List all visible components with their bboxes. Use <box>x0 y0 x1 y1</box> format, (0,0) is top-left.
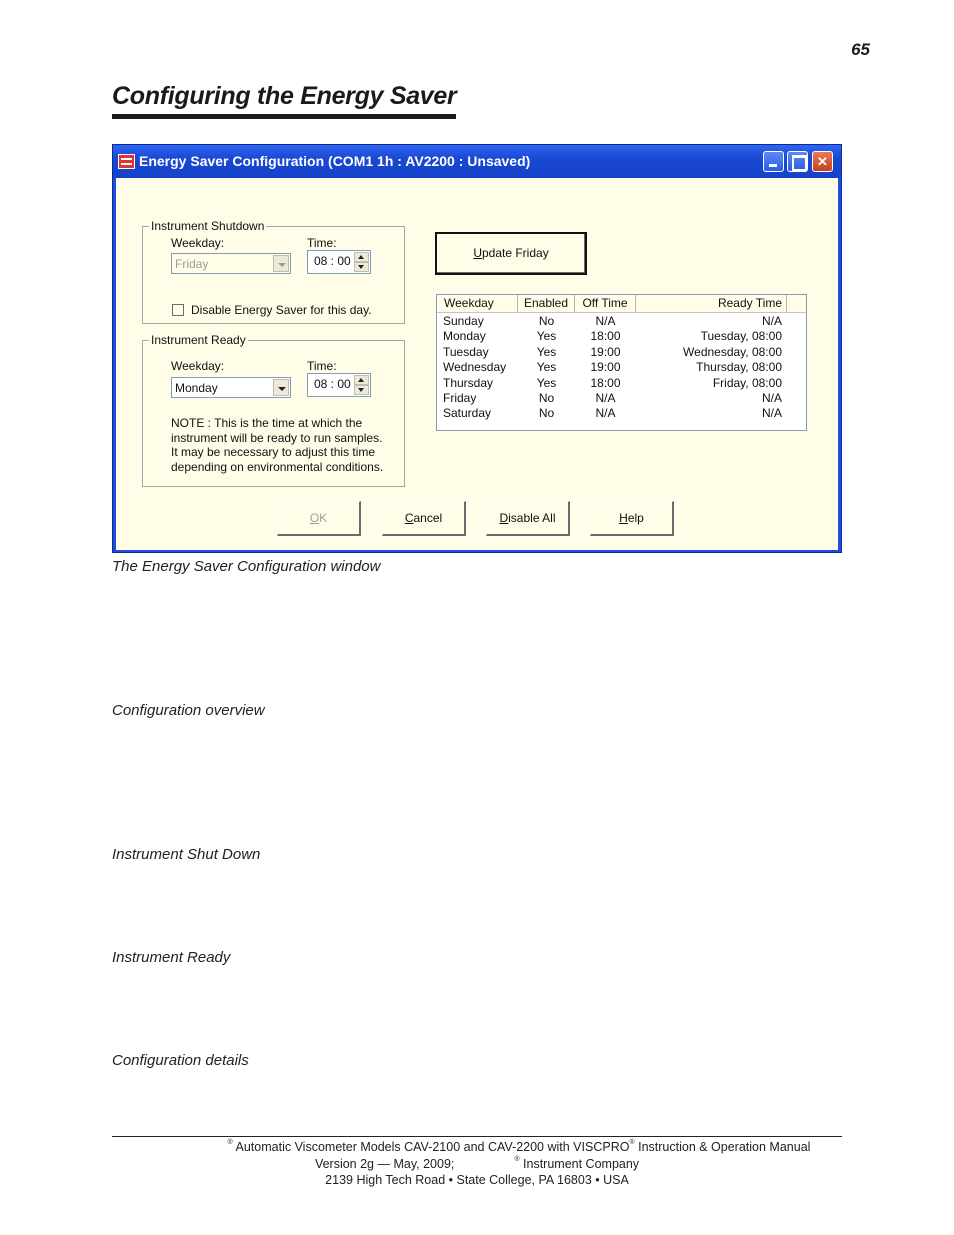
caption-shut-down: Instrument Shut Down <box>112 846 261 863</box>
cell-enabled: No <box>538 314 555 328</box>
table-row[interactable] <box>437 360 806 375</box>
note-line: It may be necessary to adjust this time <box>171 445 376 459</box>
table-row[interactable] <box>437 345 806 360</box>
shutdown-weekday-select[interactable] <box>171 253 291 274</box>
chevron-down-icon[interactable] <box>273 255 289 272</box>
chevron-down-icon[interactable] <box>273 379 289 396</box>
footer-line-3: 2139 High Tech Road • State College, PA 16803 • USA <box>325 1173 629 1187</box>
table-row[interactable] <box>437 406 806 421</box>
cell-ready-time: Tuesday, 08:00 <box>700 329 782 344</box>
column-header-ready-time[interactable]: Ready Time <box>636 295 787 313</box>
cell-enabled: No <box>538 406 555 421</box>
cell-off-time: N/A <box>595 314 616 328</box>
cell-ready-time: Thursday, 08:00 <box>696 360 782 375</box>
shutdown-time-label: Time: <box>307 236 337 250</box>
shutdown-legend: Instrument Shutdown <box>151 219 265 233</box>
spin-up-icon[interactable] <box>354 252 369 262</box>
ready-time-spinner[interactable] <box>307 373 371 397</box>
cell-weekday: Wednesday <box>443 360 507 375</box>
cell-ready-time: Friday, 08:00 <box>712 375 782 390</box>
cell-ready-time: N/A <box>761 406 782 421</box>
cell-weekday: Friday <box>443 390 477 405</box>
schedule-table[interactable] <box>436 294 807 431</box>
note-line: depending on environmental conditions. <box>171 459 384 474</box>
ready-legend: Instrument Ready <box>151 333 246 347</box>
cell-weekday: Thursday <box>443 375 494 390</box>
cell-enabled: No <box>538 390 555 405</box>
column-header-weekday[interactable]: Weekday <box>437 295 518 313</box>
cell-weekday: Monday <box>443 329 486 344</box>
ready-note <box>171 416 383 474</box>
minimize-button[interactable] <box>763 151 784 172</box>
app-icon <box>118 154 135 169</box>
help-button[interactable]: Help <box>590 501 674 536</box>
cell-enabled: Yes <box>536 375 557 390</box>
caption-details: Configuration details <box>112 1052 249 1069</box>
table-row[interactable] <box>437 376 806 391</box>
cell-off-time: N/A <box>595 390 616 405</box>
ready-time-value: 08 : 00 <box>314 377 351 391</box>
spin-up-icon[interactable] <box>354 375 369 385</box>
cell-enabled: Yes <box>536 329 557 344</box>
spin-down-icon[interactable] <box>354 385 369 395</box>
schedule-table-header <box>437 295 806 313</box>
note-line: NOTE : This is the time at which the <box>171 416 363 430</box>
footer-line-2: Version 2g — May, 2009; ® Instrument Company <box>314 1156 640 1171</box>
table-row[interactable] <box>437 391 806 406</box>
cell-ready-time: Wednesday, 08:00 <box>683 344 782 359</box>
shutdown-time-spinner[interactable] <box>307 250 371 274</box>
cell-weekday: Saturday <box>443 406 492 421</box>
schedule-table-body <box>437 314 806 422</box>
shutdown-time-value: 08 : 00 <box>314 254 351 268</box>
window-client-area <box>116 178 838 550</box>
shutdown-weekday-value: Friday <box>175 257 209 271</box>
ready-weekday-value: Monday <box>175 381 218 395</box>
window-title: Energy Saver Configuration (COM1 1h : AV2200 : Unsaved) <box>139 153 531 169</box>
disable-all-button[interactable]: Disable All <box>486 501 570 536</box>
column-header-enabled[interactable]: Enabled <box>518 295 575 313</box>
maximize-button[interactable] <box>787 151 808 172</box>
update-friday-button[interactable]: Update Friday <box>435 232 587 275</box>
table-row[interactable] <box>437 314 806 329</box>
energy-saver-window <box>112 144 842 553</box>
window-titlebar[interactable] <box>113 145 841 178</box>
note-line: instrument will be ready to run samples. <box>171 430 383 445</box>
close-button[interactable]: ✕ <box>812 151 833 172</box>
ready-weekday-select[interactable] <box>171 377 291 398</box>
shutdown-weekday-label: Weekday: <box>171 236 225 250</box>
cell-enabled: Yes <box>536 344 557 359</box>
cell-weekday: Tuesday <box>443 344 489 359</box>
caption-ready: Instrument Ready <box>112 949 231 966</box>
page-number: 65 <box>851 40 870 59</box>
page-title: Configuring the Energy Saver <box>112 80 456 119</box>
caption-window: The Energy Saver Configuration window <box>112 558 381 575</box>
cell-ready-time: N/A <box>761 390 782 405</box>
table-row[interactable] <box>437 329 806 344</box>
cell-off-time: 18:00 <box>590 329 621 344</box>
cell-off-time: 19:00 <box>590 360 621 375</box>
cell-off-time: 19:00 <box>590 344 621 359</box>
cell-enabled: Yes <box>536 360 557 375</box>
ready-time-label: Time: <box>307 359 337 373</box>
disable-energy-saver-label: Disable Energy Saver for this day. <box>191 303 372 317</box>
caption-overview: Configuration overview <box>112 702 265 719</box>
footer-rule <box>112 1136 842 1137</box>
ok-button[interactable]: OK <box>277 501 361 536</box>
cell-weekday: Sunday <box>443 314 484 328</box>
spin-down-icon[interactable] <box>354 262 369 272</box>
disable-energy-saver-checkbox[interactable] <box>172 304 184 316</box>
ready-weekday-label: Weekday: <box>171 359 225 373</box>
footer-line-1: ® Automatic Viscometer Models CAV-2100 and CAV-2200 with VISCPRO® Instruction & Operation Manual <box>227 1139 811 1154</box>
cell-off-time: 18:00 <box>590 375 621 390</box>
cell-off-time: N/A <box>595 406 616 421</box>
column-header-off-time[interactable]: Off Time <box>575 295 636 313</box>
cancel-button[interactable]: Cancel <box>382 501 466 536</box>
cell-ready-time: N/A <box>761 314 782 328</box>
